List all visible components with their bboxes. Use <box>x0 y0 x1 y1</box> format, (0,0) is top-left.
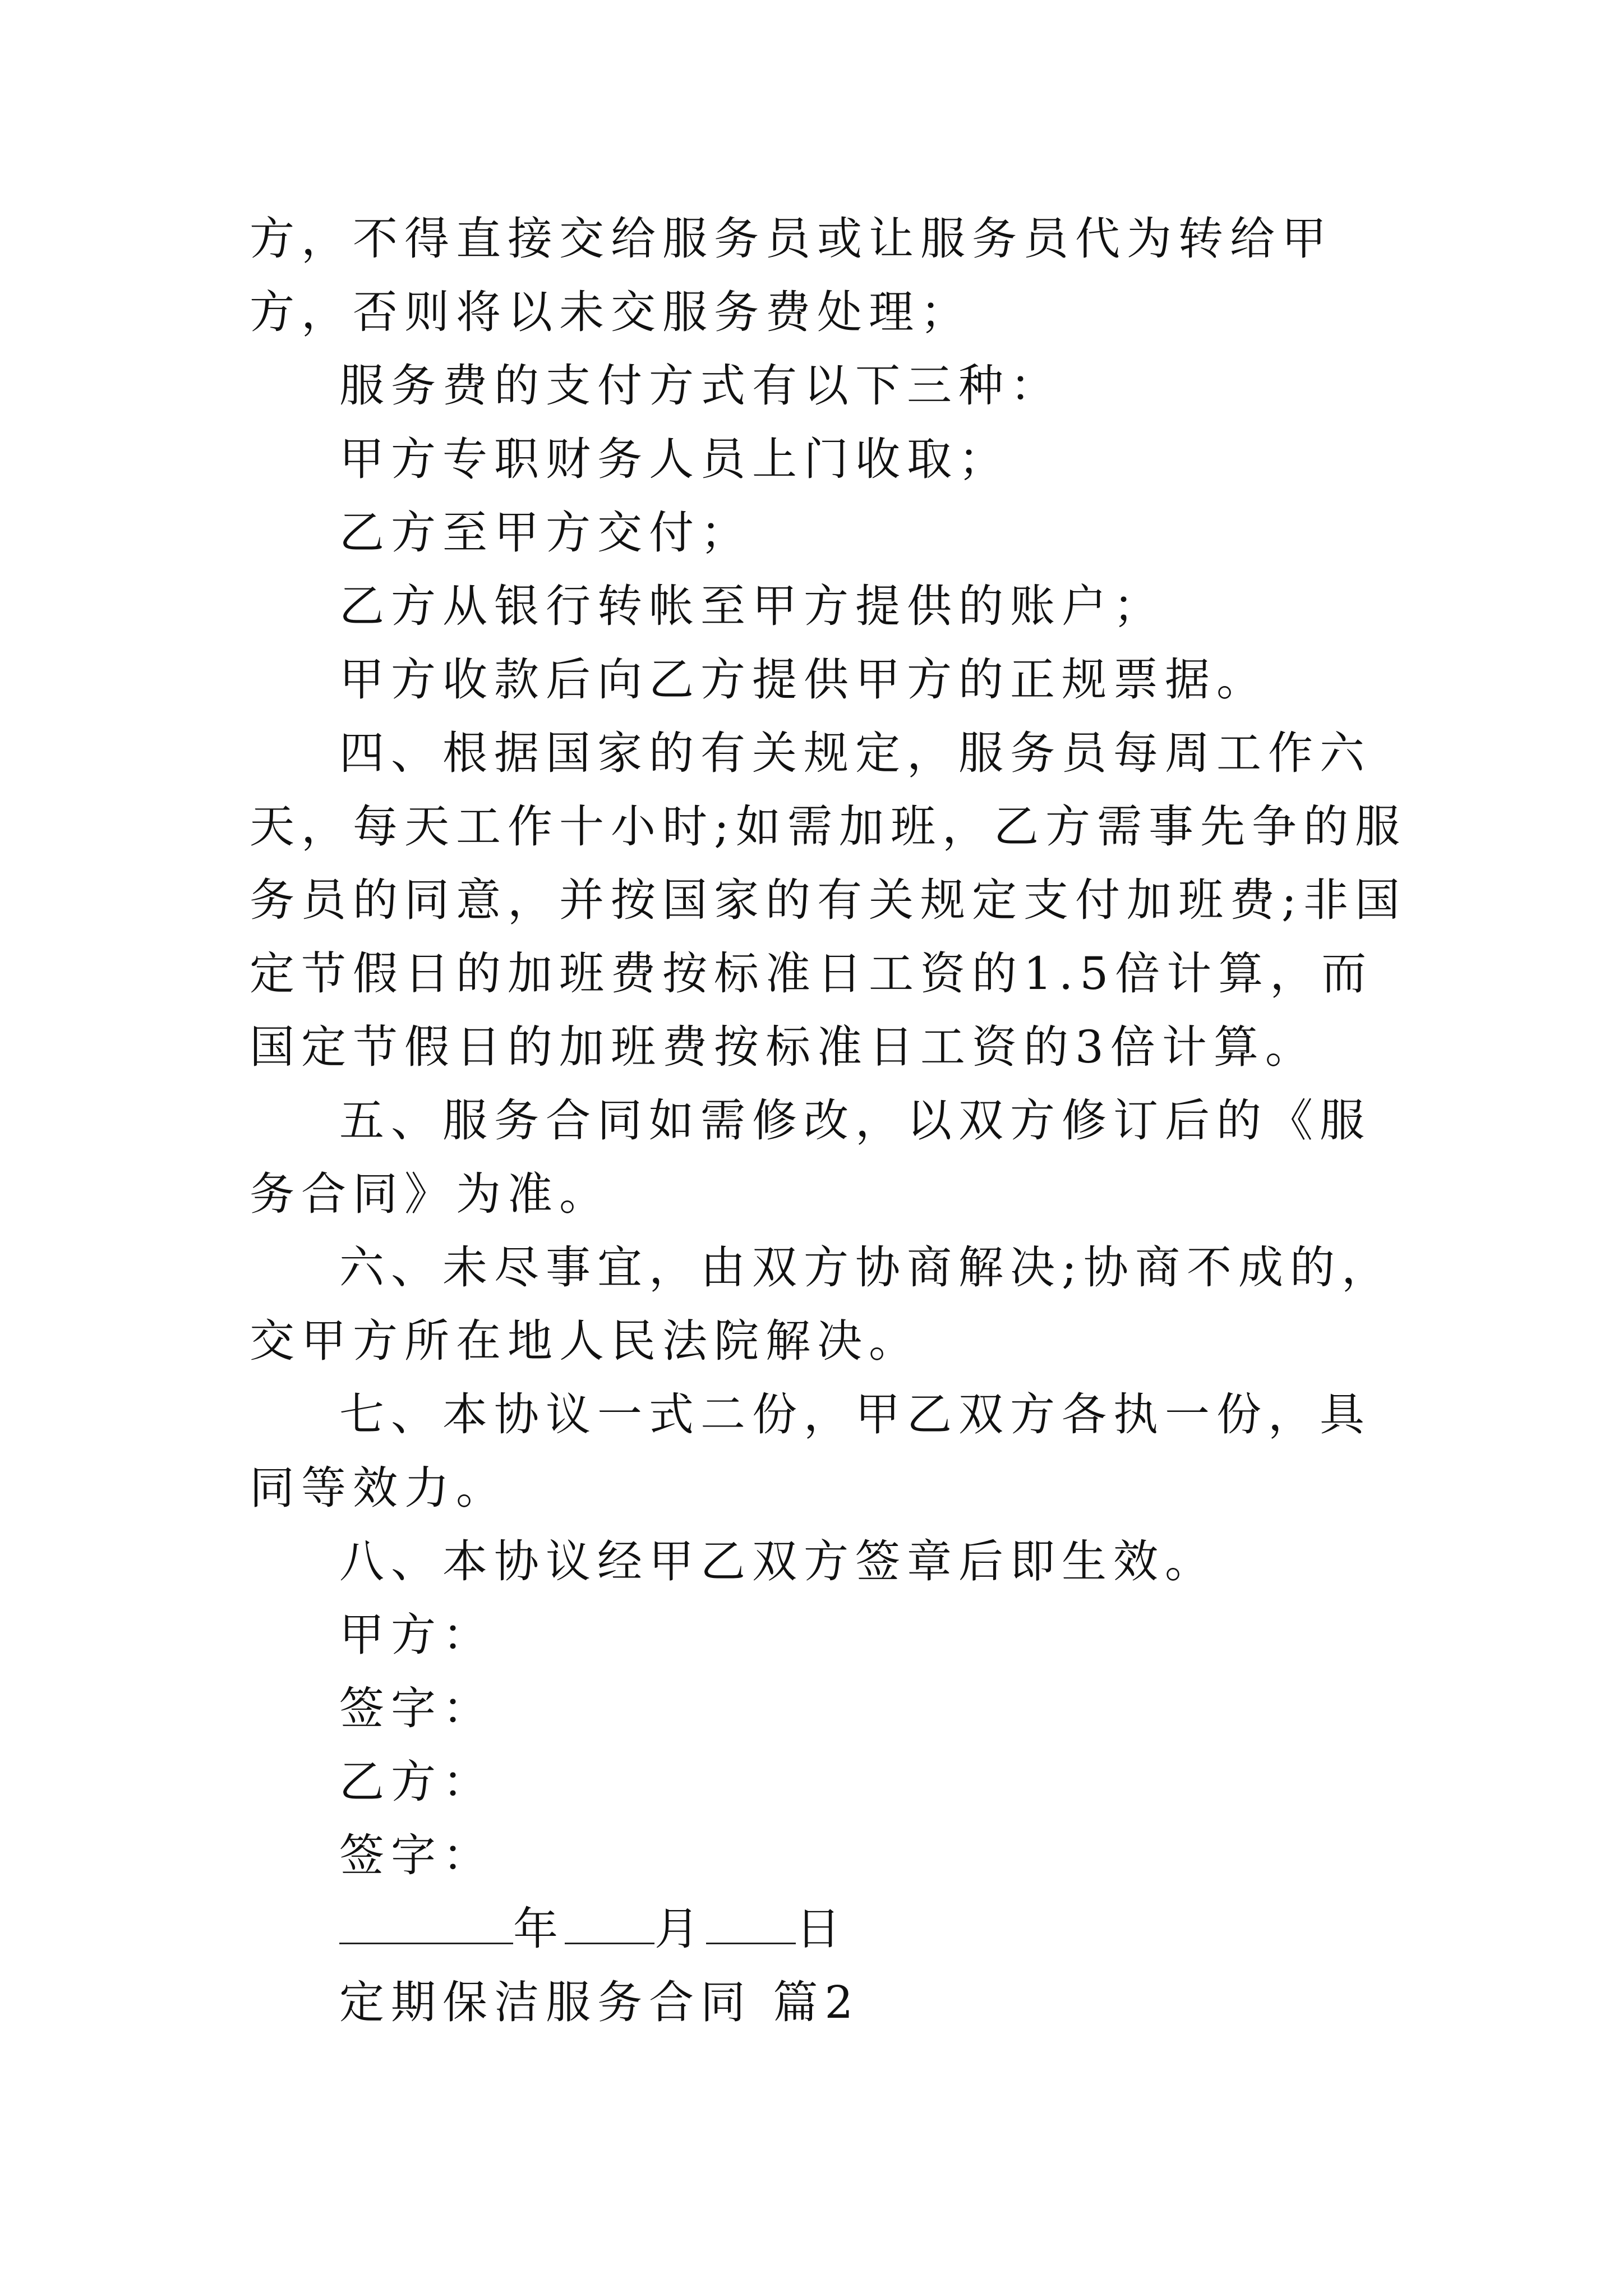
paragraph-clause-7: 七、本协议一式二份，甲乙双方各执一份，具同等效力。 <box>250 1388 1371 1514</box>
party-b-label: 乙方： <box>339 1756 494 1808</box>
party-a-signature-label: 签字： <box>339 1682 494 1734</box>
day-label: 日 <box>796 1903 847 1955</box>
paragraph-method-2: 乙方至甲方交付； <box>339 507 752 559</box>
next-section-title: 定期保洁服务合同 篇2 <box>339 1976 860 2028</box>
year-blank <box>339 1904 513 1944</box>
date-line <box>250 1892 1422 1966</box>
paragraph-method-3: 乙方从银行转帐至甲方提供的账户； <box>339 580 1165 632</box>
day-blank <box>706 1904 796 1944</box>
year-label: 年 <box>513 1903 565 1955</box>
month-blank <box>565 1904 654 1944</box>
paragraph-continuation: 方，不得直接交给服务员或让服务员代为转给甲方，否则将以未交服务费处理； <box>250 213 1333 338</box>
month-label: 月 <box>654 1903 706 1955</box>
party-a-label: 甲方： <box>339 1609 494 1661</box>
paragraph-clause-6: 六、未尽事宜，由双方协商解决;协商不成的，交甲方所在地人民法院解决。 <box>250 1241 1393 1367</box>
party-b-signature-label: 签字： <box>339 1829 494 1881</box>
paragraph-clause-4: 四、根据国家的有关规定，服务员每周工作六天，每天工作十小时;如需加班，乙方需事先争的服务员的同意，并按国家的有关规定支付加班费;非国定节假日的加班费按标准日工资的1.5倍计算，而国定节假日的加班费按标准日工资的3倍计算。 <box>250 727 1407 1073</box>
paragraph-clause-5: 五、服务合同如需修改，以双方修订后的《服务合同》为准。 <box>250 1094 1371 1220</box>
paragraph-receipt: 甲方收款后向乙方提供甲方的正规票据。 <box>339 654 1268 706</box>
paragraph-payment-methods: 服务费的支付方式有以下三种： <box>339 360 1062 412</box>
paragraph-method-1: 甲方专职财务人员上门收取； <box>339 433 1010 485</box>
document-body <box>250 202 1422 2039</box>
paragraph-clause-8: 八、本协议经甲乙双方签章后即生效。 <box>339 1535 1216 1588</box>
